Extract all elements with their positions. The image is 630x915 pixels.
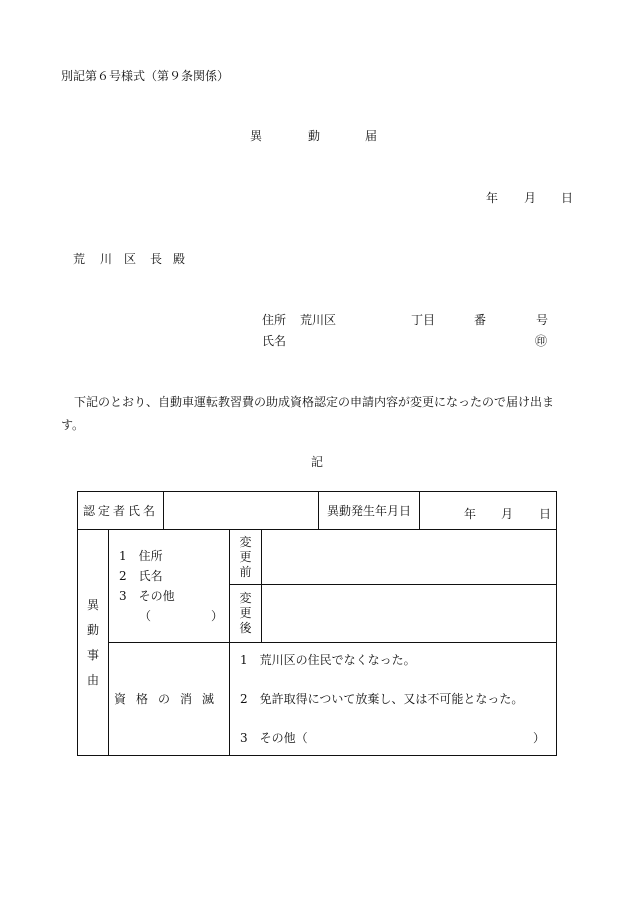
list-item: 1 住所 bbox=[119, 548, 163, 563]
table-row bbox=[78, 642, 557, 755]
title-char: 動 bbox=[308, 129, 321, 143]
change-date-label: 異動発生年月日 bbox=[319, 492, 420, 530]
addressee-char: 荒 bbox=[73, 252, 86, 266]
before-change-label bbox=[230, 530, 262, 585]
after-label-char: 更 bbox=[239, 605, 252, 620]
reason-label-char: 由 bbox=[86, 672, 99, 687]
ki-heading: 記 bbox=[311, 455, 324, 469]
date-year: 年 bbox=[486, 191, 499, 205]
table-row bbox=[78, 530, 557, 585]
certified-name-field[interactable] bbox=[164, 492, 319, 530]
address-label: 住所 bbox=[262, 313, 287, 327]
title-char: 届 bbox=[365, 129, 378, 143]
after-label-char: 後 bbox=[239, 620, 252, 635]
change-date-year: 年 bbox=[464, 507, 477, 521]
before-label-char: 更 bbox=[239, 549, 252, 564]
after-change-label bbox=[230, 585, 262, 642]
title-char: 異 bbox=[250, 129, 263, 143]
addressee-char: 長 bbox=[150, 252, 163, 266]
loss-of-eligibility-label: 資格の消滅 bbox=[109, 642, 230, 755]
list-item: 2 氏名 bbox=[119, 568, 163, 583]
before-label-char: 前 bbox=[239, 564, 252, 579]
applicant-block bbox=[0, 0, 630, 400]
change-items-list bbox=[109, 530, 230, 642]
list-item: （ ） bbox=[139, 608, 224, 623]
seal-mark: ㊞ bbox=[535, 334, 548, 348]
other-close-paren: ） bbox=[533, 730, 546, 745]
list-item: 3 その他（ bbox=[240, 730, 308, 745]
addressee-char: 区 bbox=[124, 252, 137, 266]
after-change-field[interactable] bbox=[262, 585, 557, 642]
address-ward: 荒川区 bbox=[300, 313, 337, 327]
reason-label-char: 異 bbox=[86, 597, 99, 612]
form-id: 別記第６号様式（第９条関係） bbox=[61, 69, 230, 83]
date-month: 月 bbox=[524, 191, 537, 205]
address-go: 号 bbox=[536, 313, 549, 327]
notice-text: 下記のとおり、自動車運転教習費の助成資格認定の申請内容が変更になったので届け出ます。 bbox=[61, 395, 555, 432]
change-date-field[interactable] bbox=[420, 492, 557, 530]
address-chome: 丁目 bbox=[411, 313, 436, 327]
date-day: 日 bbox=[561, 191, 574, 205]
change-report-table bbox=[77, 491, 557, 756]
after-label-char: 変 bbox=[239, 590, 252, 605]
before-change-field[interactable] bbox=[262, 530, 557, 585]
table-row bbox=[78, 492, 557, 530]
certified-name-label: 認定者氏名 bbox=[78, 492, 164, 530]
reason-label-char: 事 bbox=[86, 647, 99, 662]
name-label: 氏名 bbox=[262, 334, 287, 348]
reason-label-char: 動 bbox=[86, 622, 99, 637]
address-ban: 番 bbox=[474, 313, 487, 327]
list-item: 3 その他 bbox=[119, 588, 175, 603]
list-item: 1 荒川区の住民でなくなった。 bbox=[240, 652, 416, 667]
loss-reasons-list bbox=[230, 642, 557, 755]
before-label-char: 変 bbox=[239, 534, 252, 549]
change-date-day: 日 bbox=[539, 507, 552, 521]
reason-label bbox=[78, 530, 109, 756]
list-item: 2 免許取得について放棄し、又は不可能となった。 bbox=[240, 691, 524, 706]
addressee-char: 川 bbox=[100, 252, 113, 266]
addressee-char: 殿 bbox=[173, 252, 186, 266]
change-date-month: 月 bbox=[501, 507, 514, 521]
